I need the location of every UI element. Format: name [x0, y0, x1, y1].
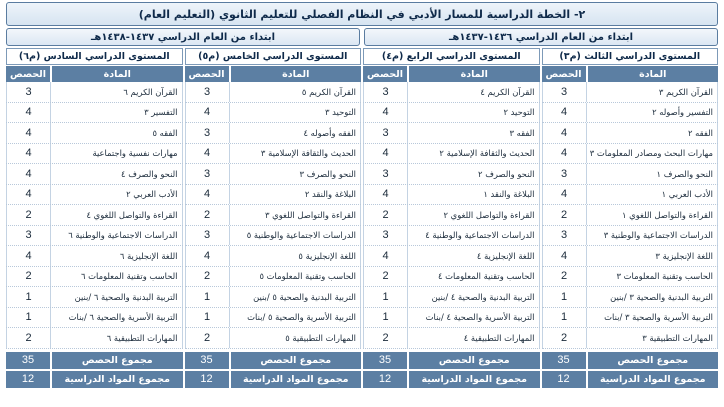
total-subjects-value: 12	[542, 371, 586, 388]
periods-cell: 1	[185, 308, 229, 328]
periods-cell: 3	[6, 226, 50, 246]
subject-cell: النحو والصرف ٤	[50, 164, 183, 184]
total-periods-label: مجموع الحصص	[409, 352, 540, 369]
table-row	[363, 103, 540, 124]
table-row	[6, 287, 183, 308]
table-row	[363, 308, 540, 329]
table-row	[542, 328, 719, 349]
subject-column-header: المادة	[588, 66, 719, 82]
periods-cell: 4	[542, 144, 586, 164]
level-table	[6, 48, 183, 388]
subject-cell: القرآن الكريم ٤	[407, 82, 540, 102]
periods-cell: 4	[542, 246, 586, 266]
level-title: المستوى الدراسي الخامس (م٥)	[185, 48, 362, 65]
periods-cell: 4	[6, 246, 50, 266]
table-row	[363, 205, 540, 226]
subject-cell: التربية الأسرية والصحية ٦ /بنات	[50, 308, 183, 328]
subject-rows	[6, 82, 183, 349]
subject-cell: القراءة والتواصل اللغوي ١	[586, 205, 719, 225]
subject-cell: الحاسب وتقنية المعلومات ٦	[50, 267, 183, 287]
document-title: ٢- الخطة الدراسية للمسار الأدبي في النظام الفصلي للتعليم الثانوي (التعليم العام)	[6, 2, 718, 26]
subject-cell: التربية البدنية والصحية ٦ /بنين	[50, 287, 183, 307]
subject-cell: التربية البدنية والصحية ٤ /بنين	[407, 287, 540, 307]
subject-cell: القراءة والتواصل اللغوي ٢	[407, 205, 540, 225]
table-row	[542, 287, 719, 308]
subject-cell: القراءة والتواصل اللغوي ٤	[50, 205, 183, 225]
periods-cell: 2	[185, 205, 229, 225]
periods-cell: 1	[363, 287, 407, 307]
table-row	[185, 267, 362, 288]
total-periods-value: 35	[363, 352, 407, 369]
subject-cell: التربية الأسرية والصحية ٥ /بنات	[229, 308, 362, 328]
periods-cell: 4	[185, 144, 229, 164]
levels-grid	[6, 48, 718, 388]
column-header-row	[6, 66, 183, 82]
total-subjects-row	[6, 371, 183, 388]
table-row	[185, 82, 362, 103]
total-periods-label: مجموع الحصص	[588, 352, 719, 369]
table-row	[6, 267, 183, 288]
periods-cell: 1	[6, 287, 50, 307]
total-subjects-label: مجموع المواد الدراسية	[409, 371, 540, 388]
table-row	[6, 164, 183, 185]
total-periods-row	[185, 352, 362, 369]
periods-cell: 4	[6, 185, 50, 205]
periods-cell: 2	[363, 205, 407, 225]
subject-cell: المهارات التطبيقية ٥	[229, 328, 362, 348]
totals-block	[542, 352, 719, 388]
subject-cell: النحو والصرف ١	[586, 164, 719, 184]
periods-cell: 3	[6, 82, 50, 102]
table-row	[542, 246, 719, 267]
subject-cell: اللغة الإنجليزية ٤	[407, 246, 540, 266]
periods-cell: 3	[185, 123, 229, 143]
subject-cell: الحديث والثقافة الإسلامية ٢	[407, 144, 540, 164]
table-row	[542, 185, 719, 206]
periods-column-header: الحصص	[185, 66, 229, 82]
total-subjects-label: مجموع المواد الدراسية	[588, 371, 719, 388]
periods-cell: 4	[363, 103, 407, 123]
subject-cell: الدراسات الاجتماعية والوطنية ٦	[50, 226, 183, 246]
table-row	[363, 287, 540, 308]
subject-cell: البلاغة والنقد ٢	[229, 185, 362, 205]
total-subjects-row	[363, 371, 540, 388]
subject-cell: الدراسات الاجتماعية والوطنية ٤	[407, 226, 540, 246]
column-header-row	[185, 66, 362, 82]
total-subjects-value: 12	[185, 371, 229, 388]
periods-cell: 3	[185, 226, 229, 246]
total-subjects-row	[185, 371, 362, 388]
subject-rows	[363, 82, 540, 349]
table-row	[363, 123, 540, 144]
level-title: المستوى الدراسي السادس (م٦)	[6, 48, 183, 65]
periods-cell: 1	[363, 308, 407, 328]
subject-cell: النحو والصرف ٣	[229, 164, 362, 184]
total-subjects-row	[542, 371, 719, 388]
table-row	[542, 164, 719, 185]
table-row	[185, 123, 362, 144]
periods-cell: 2	[6, 205, 50, 225]
periods-column-header: الحصص	[542, 66, 586, 82]
periods-cell: 4	[542, 123, 586, 143]
periods-cell: 3	[363, 226, 407, 246]
periods-cell: 4	[6, 123, 50, 143]
total-subjects-label: مجموع المواد الدراسية	[231, 371, 362, 388]
total-periods-value: 35	[185, 352, 229, 369]
periods-column-header: الحصص	[6, 66, 50, 82]
subject-cell: مهارات البحث ومصادر المعلومات ٣	[586, 144, 719, 164]
periods-cell: 4	[542, 103, 586, 123]
totals-block	[6, 352, 183, 388]
subject-column-header: المادة	[231, 66, 362, 82]
subject-cell: القرآن الكريم ٣	[586, 82, 719, 102]
table-row	[185, 226, 362, 247]
periods-cell: 2	[542, 205, 586, 225]
table-row	[363, 185, 540, 206]
periods-cell: 4	[6, 164, 50, 184]
table-row	[185, 205, 362, 226]
totals-block	[185, 352, 362, 388]
subject-cell: الفقه ٣	[407, 123, 540, 143]
subject-column-header: المادة	[409, 66, 540, 82]
subject-cell: الأدب العربي ٢	[50, 185, 183, 205]
subject-cell: التربية الأسرية والصحية ٤ /بنات	[407, 308, 540, 328]
table-row	[363, 82, 540, 103]
level-title: المستوى الدراسي الرابع (م٤)	[363, 48, 540, 65]
periods-cell: 2	[185, 267, 229, 287]
periods-cell: 2	[542, 328, 586, 348]
table-row	[542, 144, 719, 165]
subject-cell: اللغة الإنجليزية ٣	[586, 246, 719, 266]
periods-cell: 3	[542, 82, 586, 102]
table-row	[6, 82, 183, 103]
periods-cell: 1	[542, 287, 586, 307]
table-row	[185, 246, 362, 267]
column-header-row	[542, 66, 719, 82]
subject-cell: القرآن الكريم ٦	[50, 82, 183, 102]
subject-cell: الدراسات الاجتماعية والوطنية ٣	[586, 226, 719, 246]
table-row	[6, 246, 183, 267]
table-row	[363, 144, 540, 165]
level-table	[542, 48, 719, 388]
total-subjects-value: 12	[363, 371, 407, 388]
periods-cell: 4	[185, 246, 229, 266]
level-table	[185, 48, 362, 388]
periods-cell: 2	[185, 328, 229, 348]
subject-cell: الأدب العربي ١	[586, 185, 719, 205]
periods-cell: 3	[185, 164, 229, 184]
periods-cell: 2	[6, 267, 50, 287]
table-row	[363, 246, 540, 267]
subject-cell: الحديث والثقافة الإسلامية ٣	[229, 144, 362, 164]
column-header-row	[363, 66, 540, 82]
total-periods-label: مجموع الحصص	[52, 352, 183, 369]
table-row	[185, 185, 362, 206]
total-periods-row	[6, 352, 183, 369]
periods-cell: 4	[6, 103, 50, 123]
table-row	[6, 308, 183, 329]
periods-cell: 4	[542, 185, 586, 205]
subject-cell: اللغة الإنجليزية ٥	[229, 246, 362, 266]
table-row	[6, 226, 183, 247]
total-subjects-label: مجموع المواد الدراسية	[52, 371, 183, 388]
table-row	[542, 82, 719, 103]
subject-cell: التوحيد ٣	[229, 103, 362, 123]
periods-cell: 3	[363, 82, 407, 102]
subject-cell: المهارات التطبيقية ٣	[586, 328, 719, 348]
subject-cell: المهارات التطبيقية ٦	[50, 328, 183, 348]
subject-cell: التربية البدنية والصحية ٥ /بنين	[229, 287, 362, 307]
subject-cell: النحو والصرف ٢	[407, 164, 540, 184]
level-table	[363, 48, 540, 388]
subject-cell: التوحيد ٢	[407, 103, 540, 123]
table-row	[185, 287, 362, 308]
subject-cell: الحاسب وتقنية المعلومات ٤	[407, 267, 540, 287]
subject-cell: التفسير وأصوله ٢	[586, 103, 719, 123]
table-row	[6, 144, 183, 165]
subject-rows	[542, 82, 719, 349]
table-row	[6, 185, 183, 206]
subject-cell: التربية البدنية والصحية ٣ /بنين	[586, 287, 719, 307]
total-periods-label: مجموع الحصص	[231, 352, 362, 369]
table-row	[542, 123, 719, 144]
table-row	[185, 144, 362, 165]
periods-cell: 2	[542, 267, 586, 287]
subject-cell: القرآن الكريم ٥	[229, 82, 362, 102]
periods-cell: 3	[542, 226, 586, 246]
periods-cell: 1	[542, 308, 586, 328]
table-row	[6, 103, 183, 124]
periods-cell: 3	[185, 82, 229, 102]
subject-cell: الفقه وأصوله ٤	[229, 123, 362, 143]
periods-cell: 3	[542, 164, 586, 184]
total-periods-row	[363, 352, 540, 369]
periods-cell: 4	[363, 144, 407, 164]
period-label-first: ابتداء من العام الدراسي ١٤٣٦-١٤٣٧هـ	[364, 28, 718, 46]
table-row	[6, 123, 183, 144]
subject-cell: الحاسب وتقنية المعلومات ٣	[586, 267, 719, 287]
period-label-second: ابتداء من العام الدراسي ١٤٣٧-١٤٣٨هـ	[6, 28, 360, 46]
subject-column-header: المادة	[52, 66, 183, 82]
periods-cell: 3	[363, 123, 407, 143]
periods-cell: 2	[363, 328, 407, 348]
total-periods-value: 35	[6, 352, 50, 369]
periods-cell: 3	[363, 164, 407, 184]
table-row	[6, 328, 183, 349]
periods-cell: 2	[6, 328, 50, 348]
table-row	[542, 103, 719, 124]
table-row	[363, 164, 540, 185]
periods-cell: 1	[6, 308, 50, 328]
periods-cell: 4	[363, 185, 407, 205]
level-title: المستوى الدراسي الثالث (م٣)	[542, 48, 719, 65]
total-subjects-value: 12	[6, 371, 50, 388]
periods-column-header: الحصص	[363, 66, 407, 82]
total-periods-value: 35	[542, 352, 586, 369]
table-row	[363, 328, 540, 349]
period-row	[6, 28, 718, 46]
subject-cell: البلاغة والنقد ١	[407, 185, 540, 205]
table-row	[542, 308, 719, 329]
subject-rows	[185, 82, 362, 349]
subject-cell: الحاسب وتقنية المعلومات ٥	[229, 267, 362, 287]
table-row	[363, 267, 540, 288]
periods-cell: 4	[6, 144, 50, 164]
periods-cell: 4	[185, 103, 229, 123]
subject-cell: التفسير ٣	[50, 103, 183, 123]
table-row	[363, 226, 540, 247]
periods-cell: 2	[363, 267, 407, 287]
table-row	[542, 205, 719, 226]
subject-cell: القراءة والتواصل اللغوي ٣	[229, 205, 362, 225]
table-row	[542, 226, 719, 247]
subject-cell: الفقه ٢	[586, 123, 719, 143]
periods-cell: 4	[185, 185, 229, 205]
subject-cell: مهارات نفسية واجتماعية	[50, 144, 183, 164]
table-row	[185, 164, 362, 185]
table-row	[542, 267, 719, 288]
periods-cell: 4	[363, 246, 407, 266]
periods-cell: 1	[185, 287, 229, 307]
table-row	[185, 328, 362, 349]
table-row	[185, 103, 362, 124]
table-row	[185, 308, 362, 329]
totals-block	[363, 352, 540, 388]
subject-cell: المهارات التطبيقية ٤	[407, 328, 540, 348]
subject-cell: اللغة الإنجليزية ٦	[50, 246, 183, 266]
table-row	[6, 205, 183, 226]
subject-cell: الفقه ٥	[50, 123, 183, 143]
subject-cell: التربية الأسرية والصحية ٣ /بنات	[586, 308, 719, 328]
total-periods-row	[542, 352, 719, 369]
subject-cell: الدراسات الاجتماعية والوطنية ٥	[229, 226, 362, 246]
